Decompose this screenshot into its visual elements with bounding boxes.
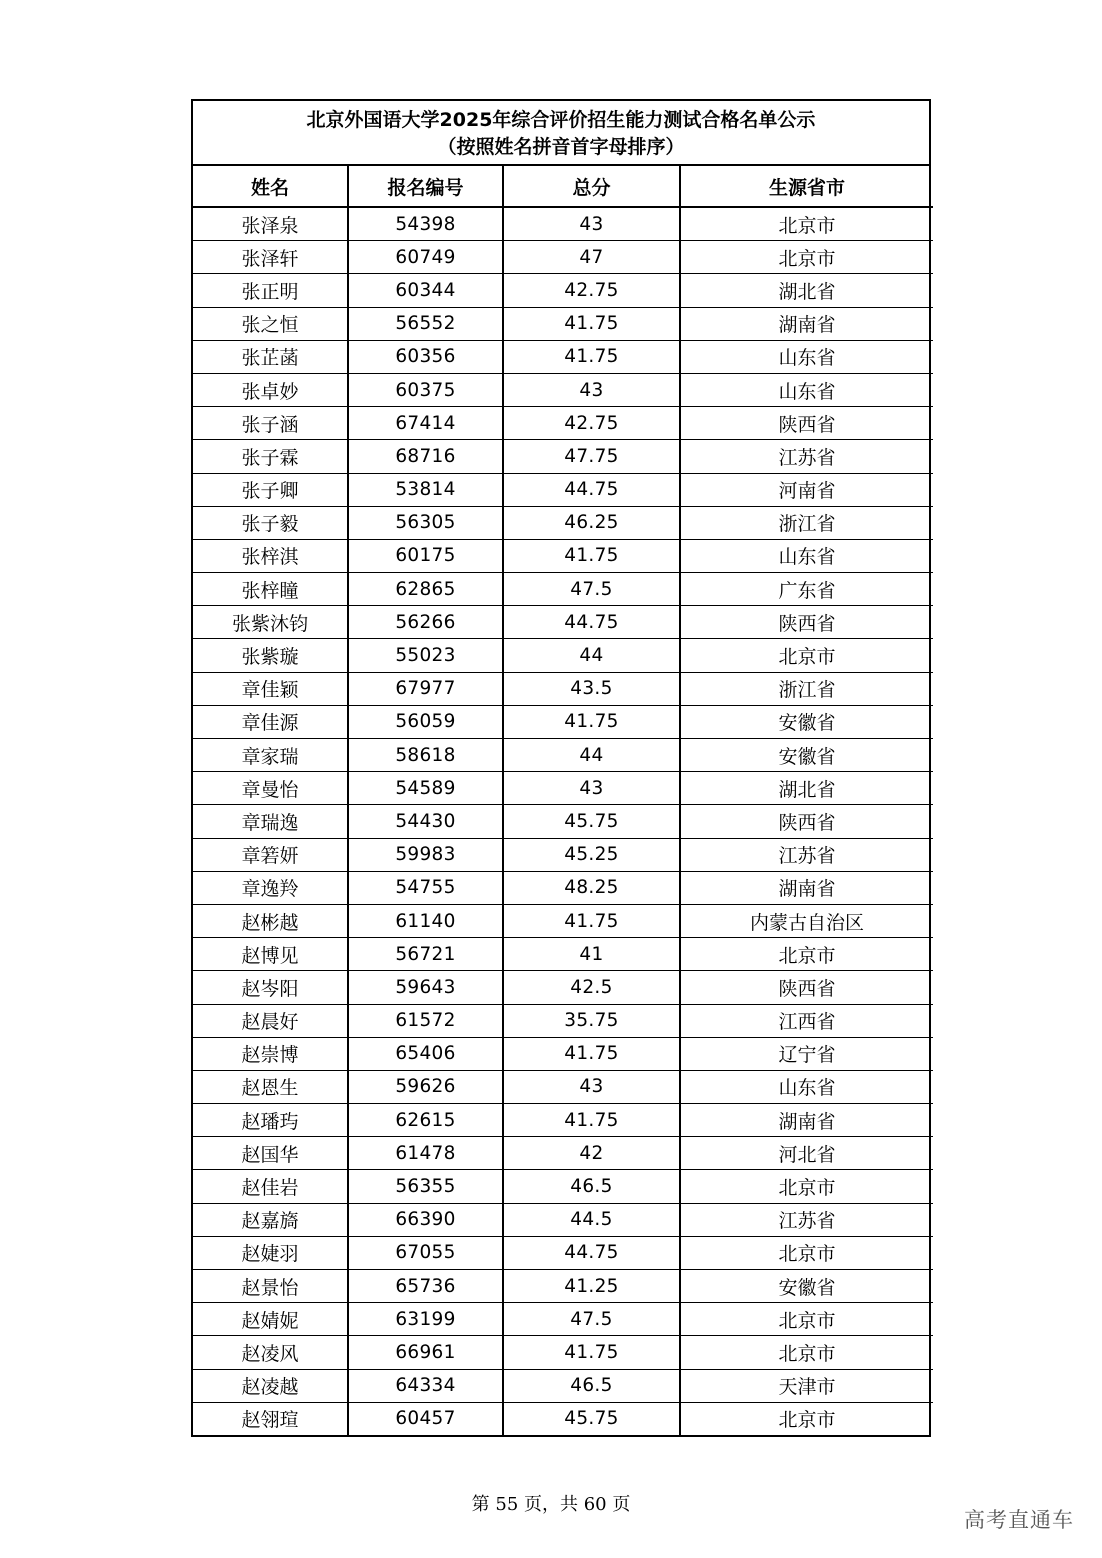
table-row [193,407,933,440]
cell-total-score: 41.75 [503,307,680,340]
cell-registration-number: 54755 [348,871,503,904]
cell-name: 赵博见 [193,938,348,971]
cell-registration-number: 60344 [348,274,503,307]
cell-total-score: 44.75 [503,1236,680,1269]
cell-total-score: 41.75 [503,904,680,937]
cell-name: 张正明 [193,274,348,307]
cell-name: 张子毅 [193,506,348,539]
header-row [193,166,933,207]
table-row [193,1004,933,1037]
cell-total-score: 41.75 [503,1336,680,1369]
cell-province: 山东省 [680,373,933,406]
cell-registration-number: 58618 [348,739,503,772]
cell-total-score: 42.5 [503,971,680,1004]
cell-registration-number: 60749 [348,241,503,274]
cell-registration-number: 56305 [348,506,503,539]
cell-total-score: 41.75 [503,1104,680,1137]
cell-total-score: 35.75 [503,1004,680,1037]
cell-province: 北京市 [680,207,933,241]
cell-name: 张梓瞳 [193,573,348,606]
table-row [193,606,933,639]
cell-province: 湖南省 [680,871,933,904]
table-row [193,938,933,971]
cell-name: 赵佳岩 [193,1170,348,1203]
table-row [193,1203,933,1236]
table-row [193,971,933,1004]
cell-registration-number: 67055 [348,1236,503,1269]
cell-name: 张梓淇 [193,539,348,572]
cell-name: 赵晨好 [193,1004,348,1037]
cell-province: 广东省 [680,573,933,606]
cell-total-score: 44.5 [503,1203,680,1236]
cell-name: 赵彬越 [193,904,348,937]
cell-province: 安徽省 [680,705,933,738]
table-row [193,1303,933,1336]
cell-registration-number: 54430 [348,805,503,838]
cell-province: 北京市 [680,1170,933,1203]
table-row [193,1104,933,1137]
table-row [193,1137,933,1170]
col-header-registration-number: 报名编号 [348,166,503,207]
cell-registration-number: 63199 [348,1303,503,1336]
page-number: 第 55 页，共 60 页 [471,1494,631,1515]
cell-registration-number: 54589 [348,772,503,805]
cell-name: 张卓妙 [193,373,348,406]
table-row [193,373,933,406]
cell-total-score: 43 [503,373,680,406]
cell-name: 张紫璇 [193,639,348,672]
cell-province: 北京市 [680,1303,933,1336]
cell-registration-number: 65406 [348,1037,503,1070]
cell-name: 张紫沐钧 [193,606,348,639]
cell-registration-number: 59626 [348,1070,503,1103]
cell-registration-number: 59983 [348,838,503,871]
cell-province: 江苏省 [680,838,933,871]
cell-province: 北京市 [778,1409,836,1432]
cell-province: 辽宁省 [680,1037,933,1070]
cell-province: 江苏省 [680,440,933,473]
cell-registration-number: 61572 [348,1004,503,1037]
table-row [193,1070,933,1103]
cell-total-score: 46.5 [503,1170,680,1203]
table-row [193,838,933,871]
cell-name: 章箬妍 [193,838,348,871]
cell-total-score: 46.5 [503,1369,680,1402]
cell-name: 张子涵 [193,407,348,440]
table-row [193,1037,933,1070]
watermark-text: 高考直通车 [964,1508,1074,1532]
cell-province: 浙江省 [680,506,933,539]
cell-total-score: 44 [503,739,680,772]
cell-total-score: 47.75 [503,440,680,473]
table-row [193,573,933,606]
cell-province: 安徽省 [680,1270,933,1303]
table-row [193,639,933,672]
cell-registration-number: 61140 [348,904,503,937]
cell-name: 赵凌风 [193,1336,348,1369]
cell-province: 北京市 [680,1336,933,1369]
table-row [193,772,933,805]
cell-province: 山东省 [680,340,933,373]
cell-registration-number: 64334 [348,1369,503,1402]
cell-name: 赵璠玙 [193,1104,348,1137]
cell-registration-number: 60375 [348,373,503,406]
cell-province: 北京市 [680,1236,933,1269]
cell-total-score: 41 [503,938,680,971]
cell-registration-number: 68716 [348,440,503,473]
cell-name: 章家瑞 [193,739,348,772]
cell-registration-number: 54398 [348,207,503,241]
table-row [193,274,933,307]
cell-name: 赵景怡 [193,1270,348,1303]
col-header-name: 姓名 [193,166,348,207]
cell-name: 赵崇博 [193,1037,348,1070]
cell-province: 北京市 [680,639,933,672]
cell-total-score: 46.25 [503,506,680,539]
cell-total-score: 47.5 [503,573,680,606]
cell-total-score: 45.25 [503,838,680,871]
cell-name: 赵凌越 [193,1369,348,1402]
cell-total-score: 45.75 [503,805,680,838]
cell-registration-number: 65736 [348,1270,503,1303]
cell-registration-number: 60356 [348,340,503,373]
cell-name: 章瑞逸 [193,805,348,838]
cell-total-score: 43 [503,1070,680,1103]
cell-province: 安徽省 [680,739,933,772]
cell-registration-number: 66390 [348,1203,503,1236]
cell-province: 江苏省 [680,1203,933,1236]
cell-province: 天津市 [680,1369,933,1402]
cell-total-score: 44.75 [503,473,680,506]
cell-total-score: 48.25 [503,871,680,904]
cell-total-score: 41.25 [503,1270,680,1303]
cell-name: 赵翎瑄 [193,1402,348,1435]
cell-total-score: 41.75 [503,340,680,373]
table-row [193,805,933,838]
cell-total-score: 47.5 [503,1303,680,1336]
cell-total-score: 44.75 [503,606,680,639]
table-row [193,473,933,506]
cell-province: 湖南省 [680,1104,933,1137]
cell-registration-number: 55023 [348,639,503,672]
cell-province: 湖南省 [680,307,933,340]
cell-registration-number: 56266 [348,606,503,639]
table-row [193,340,933,373]
cell-name: 赵婧妮 [193,1303,348,1336]
cell-name: 赵岑阳 [193,971,348,1004]
table-row [193,440,933,473]
table-row [193,539,933,572]
cell-registration-number: 56355 [348,1170,503,1203]
cell-total-score: 42.75 [503,407,680,440]
cell-province: 山东省 [680,1070,933,1103]
cell-name: 张芷菡 [193,340,348,373]
cell-province: 陕西省 [680,407,933,440]
cell-province: 陕西省 [680,805,933,838]
admission-list-table-frame [191,99,931,1437]
cell-total-score: 43.5 [503,672,680,705]
table-row [193,871,933,904]
cell-registration-number: 60175 [348,539,503,572]
cell-name: 张子霖 [193,440,348,473]
cell-registration-number: 66961 [348,1336,503,1369]
table-row [193,307,933,340]
candidate-table [193,166,933,1435]
cell-province: 北京市 [680,241,933,274]
table-row [193,506,933,539]
cell-name: 章佳源 [193,705,348,738]
col-header-total-score: 总分 [503,166,680,207]
cell-registration-number: 56059 [348,705,503,738]
table-row [193,1336,933,1369]
cell-registration-number: 61478 [348,1137,503,1170]
cell-province: 陕西省 [680,971,933,1004]
cell-name: 赵婕羽 [193,1236,348,1269]
cell-province: 内蒙古自治区 [680,904,933,937]
cell-name: 赵嘉旖 [193,1203,348,1236]
cell-total-score: 45.75 [503,1402,680,1435]
cell-total-score: 41.75 [503,1037,680,1070]
table-row [193,1270,933,1303]
cell-province: 河北省 [680,1137,933,1170]
cell-name: 章逸羚 [193,871,348,904]
table-row [193,1236,933,1269]
cell-province: 陕西省 [680,606,933,639]
cell-province: 江西省 [680,1004,933,1037]
cell-name: 章佳颖 [193,672,348,705]
cell-total-score: 42 [503,1137,680,1170]
table-body [193,207,933,1435]
cell-registration-number: 53814 [348,473,503,506]
cell-total-score: 41.75 [503,539,680,572]
cell-name: 张泽泉 [193,207,348,241]
cell-total-score: 41.75 [503,705,680,738]
table-row [193,241,933,274]
cell-registration-number: 56552 [348,307,503,340]
cell-registration-number: 67977 [348,672,503,705]
cell-name: 张泽轩 [193,241,348,274]
cell-registration-number: 59643 [348,971,503,1004]
table-row [193,904,933,937]
cell-province: 河南省 [680,473,933,506]
cell-registration-number: 67414 [348,407,503,440]
table-row [193,1369,933,1402]
table-row [193,705,933,738]
table-row [193,739,933,772]
title-line-1: 北京外国语大学2025年综合评价招生能力测试合格名单公示 [306,109,816,131]
table-row [193,672,933,705]
cell-total-score: 47 [503,241,680,274]
cell-total-score: 44 [503,639,680,672]
table-row [193,1402,933,1435]
table-title [193,101,929,166]
table-row [193,207,933,241]
cell-province: 山东省 [680,539,933,572]
title-line-2: （按照姓名拼音首字母排序） [437,136,685,158]
cell-name: 张子卿 [193,473,348,506]
cell-province: 北京市 [680,938,933,971]
cell-province: 湖北省 [680,274,933,307]
cell-registration-number: 60457 [348,1402,503,1435]
cell-name: 张之恒 [193,307,348,340]
cell-province: 浙江省 [680,672,933,705]
cell-total-score: 43 [503,207,680,241]
cell-registration-number: 56721 [348,938,503,971]
col-header-province: 生源省市 [680,166,933,207]
cell-name: 赵国华 [193,1137,348,1170]
cell-registration-number: 62865 [348,573,503,606]
cell-name: 赵恩生 [193,1070,348,1103]
cell-total-score: 42.75 [503,274,680,307]
cell-total-score: 43 [503,772,680,805]
cell-name: 章曼怡 [193,772,348,805]
table-row [193,1170,933,1203]
cell-province: 湖北省 [680,772,933,805]
cell-registration-number: 62615 [348,1104,503,1137]
